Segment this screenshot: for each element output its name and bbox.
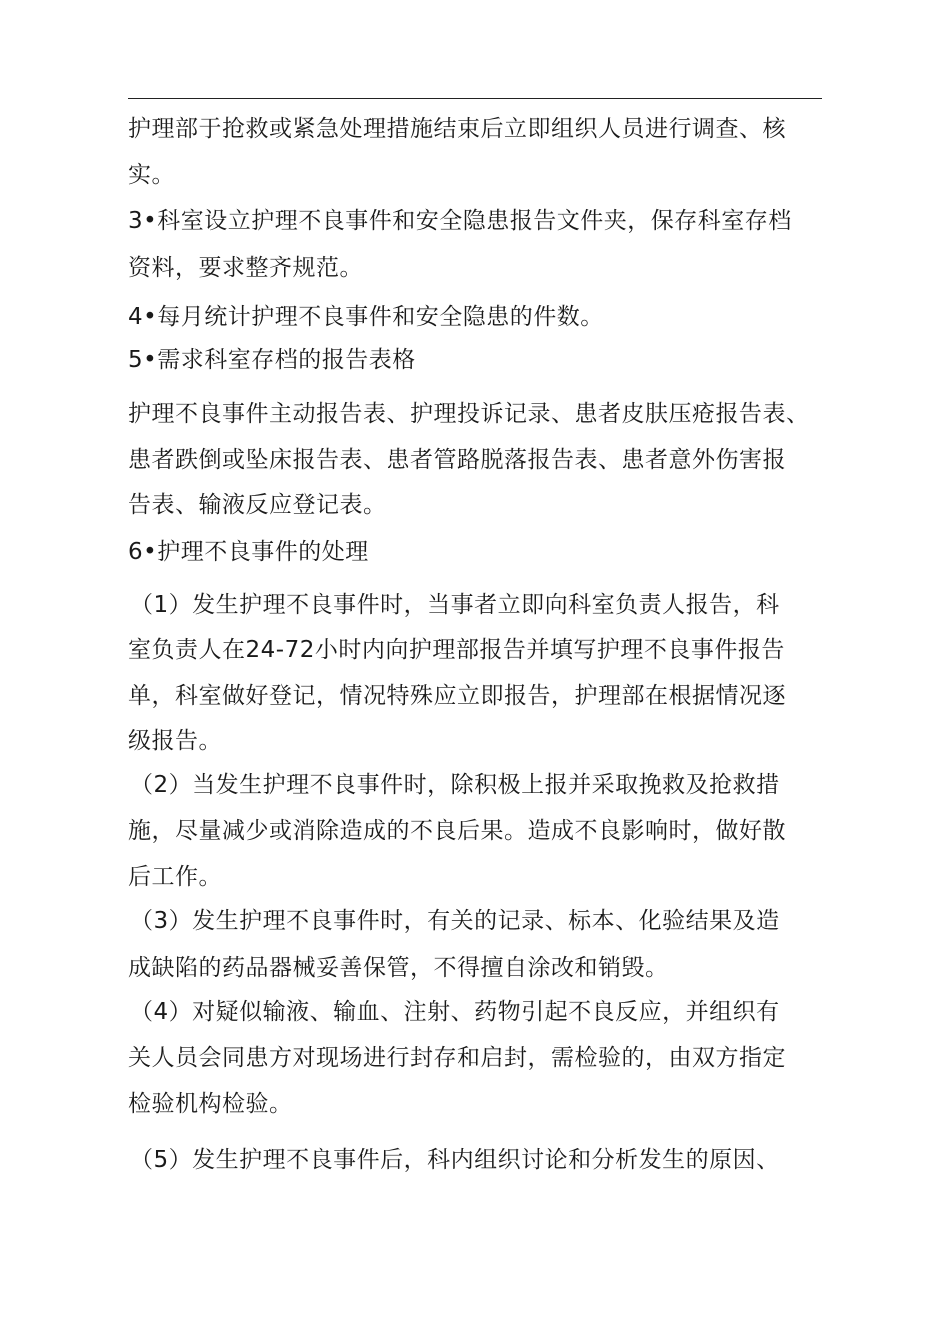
text-line: 关人员会同患方对现场进行封存和启封，需检验的，由双方指定 <box>128 1045 786 1071</box>
text-line: 成缺陷的药品器械妥善保管，不得擅自涂改和销毁。 <box>128 955 669 981</box>
header-rule <box>128 98 822 99</box>
text-line: 检验机构检验。 <box>128 1091 293 1117</box>
text-line: （4）对疑似输液、输血、注射、药物引起不良反应，并组织有 <box>130 999 780 1025</box>
item-5-heading: 5•需求科室存档的报告表格 <box>128 347 416 373</box>
text-line: 后工作。 <box>128 864 222 890</box>
text-line: 施，尽量减少或消除造成的不良后果。造成不良影响时，做好散 <box>128 818 786 844</box>
text-line: 患者跌倒或坠床报告表、患者管路脱落报告表、患者意外伤害报 <box>128 447 786 473</box>
item-4-heading: 4•每月统计护理不良事件和安全隐患的件数。 <box>128 304 604 330</box>
text-line: 护理不良事件主动报告表、护理投诉记录、患者皮肤压疮报告表、 <box>128 401 810 427</box>
text-line: 级报告。 <box>128 728 222 754</box>
text-line: （3）发生护理不良事件时，有关的记录、标本、化验结果及造 <box>130 908 780 934</box>
text-line: （2）当发生护理不良事件时，除积极上报并采取挽救及抢救措 <box>130 772 780 798</box>
text-line: 护理部于抢救或紧急处理措施结束后立即组织人员进行调查、核 <box>128 116 786 142</box>
item-3-heading: 3•科室设立护理不良事件和安全隐患报告文件夹，保存科室存档 <box>128 208 792 234</box>
text-line: （1）发生护理不良事件时，当事者立即向科室负责人报告，科 <box>130 592 780 618</box>
text-line: 告表、输液反应登记表。 <box>128 492 387 518</box>
text-line: 室负责人在24-72小时内向护理部报告并填写护理不良事件报告 <box>128 637 785 663</box>
item-6-heading: 6•护理不良事件的处理 <box>128 539 369 565</box>
text-line: 资料，要求整齐规范。 <box>128 255 363 281</box>
text-line: （5）发生护理不良事件后，科内组织讨论和分析发生的原因、 <box>130 1147 780 1173</box>
text-line: 实。 <box>128 162 175 188</box>
text-line: 单，科室做好登记，情况特殊应立即报告，护理部在根据情况逐 <box>128 683 786 709</box>
